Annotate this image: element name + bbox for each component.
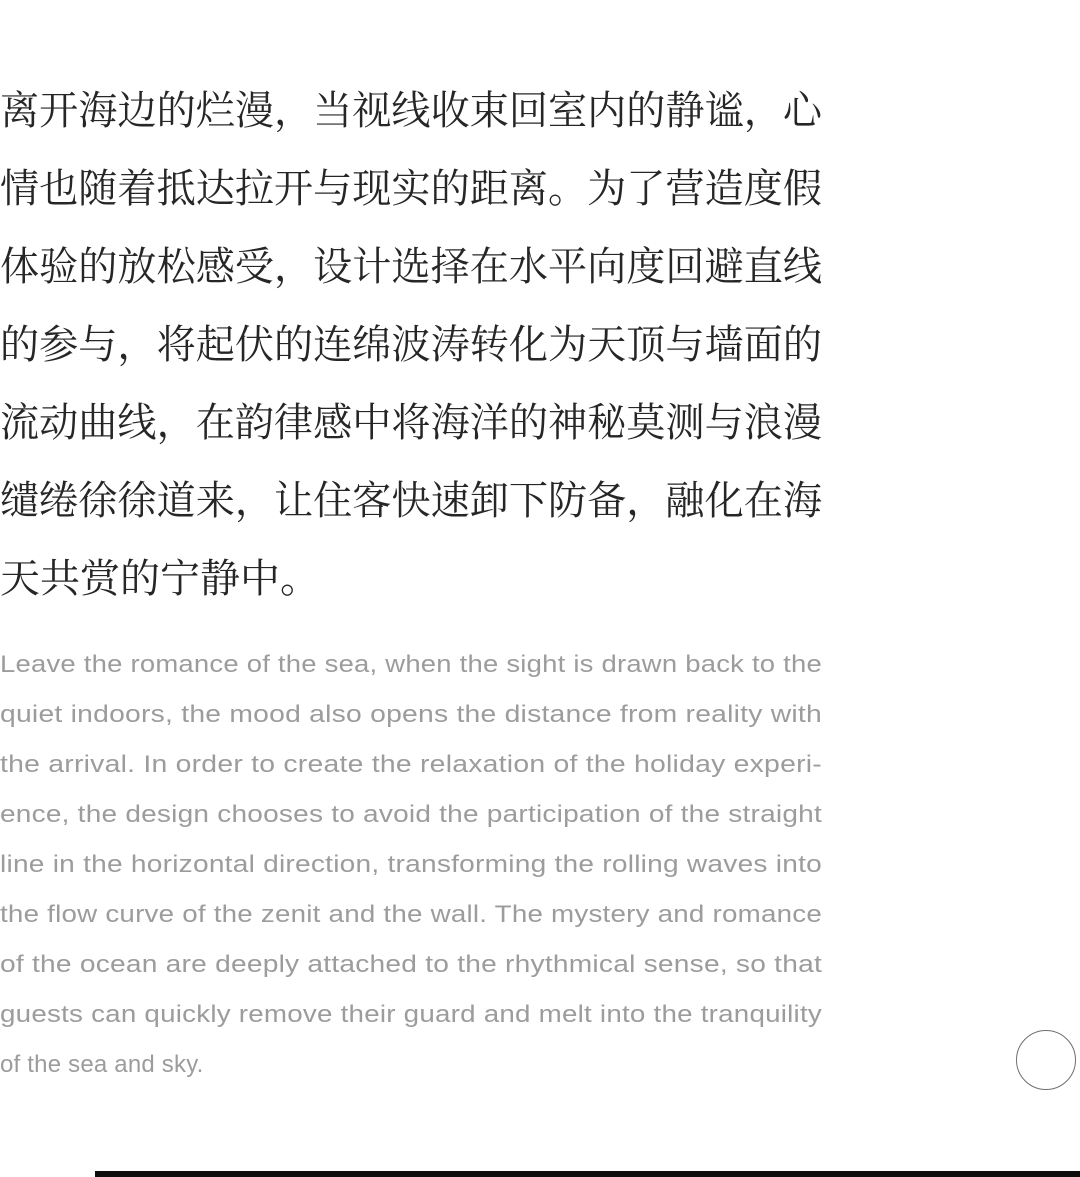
circle-ornament: [1016, 1030, 1076, 1090]
english-line-text: the arrival. In order to create the relaxation of the holiday experi-: [0, 751, 822, 778]
chinese-line-text: 情也随着抵达拉开与现实的距离。为了营造度假: [0, 167, 822, 211]
english-line: [0, 840, 822, 890]
english-line-text: quiet indoors, the mood also opens the distance from reality with: [0, 701, 822, 728]
chinese-line: [0, 306, 822, 384]
english-line-text: line in the horizontal direction, transforming the rolling waves into: [0, 851, 822, 878]
chinese-line: [0, 462, 822, 540]
english-line-text: Leave the romance of the sea, when the sight is drawn back to the: [0, 651, 822, 678]
english-line: [0, 640, 822, 690]
english-line-text: the flow curve of the zenit and the wall. The mystery and romance: [0, 901, 823, 928]
chinese-line-text: 体验的放松感受，设计选择在水平向度回避直线: [0, 245, 822, 289]
english-line: [0, 740, 822, 790]
english-line-last: [0, 1040, 822, 1090]
english-line-text: guests can quickly remove their guard and melt into the tranquility: [0, 1001, 822, 1028]
english-line-text: of the ocean are deeply attached to the rhythmical sense, so that: [0, 951, 822, 978]
chinese-line: [0, 384, 822, 462]
chinese-line-text: 离开海边的烂漫，当视线收束回室内的静谧，心: [0, 89, 822, 133]
chinese-line: [0, 228, 822, 306]
chinese-line-text: 的参与，将起伏的连绵波涛转化为天顶与墙面的: [0, 323, 822, 367]
chinese-paragraph: [0, 72, 822, 618]
english-line: [0, 940, 822, 990]
english-line: [0, 890, 822, 940]
english-paragraph: [0, 640, 822, 1090]
english-line: [0, 690, 822, 740]
english-line-text: of the sea and sky.: [0, 1051, 204, 1078]
chinese-line-last: [0, 540, 822, 618]
chinese-line-text: 天共赏的宁静中。: [0, 557, 320, 601]
english-line: [0, 990, 822, 1040]
chinese-line-text: 流动曲线，在韵律感中将海洋的神秘莫测与浪漫: [0, 401, 822, 445]
chinese-line: [0, 150, 822, 228]
english-line: [0, 790, 822, 840]
english-line-text: ence, the design chooses to avoid the participation of the straight: [0, 801, 823, 828]
chinese-line: [0, 72, 822, 150]
chinese-line-text: 缱绻徐徐道来，让住客快速卸下防备，融化在海: [0, 479, 822, 523]
bottom-rule: [95, 1171, 1080, 1177]
